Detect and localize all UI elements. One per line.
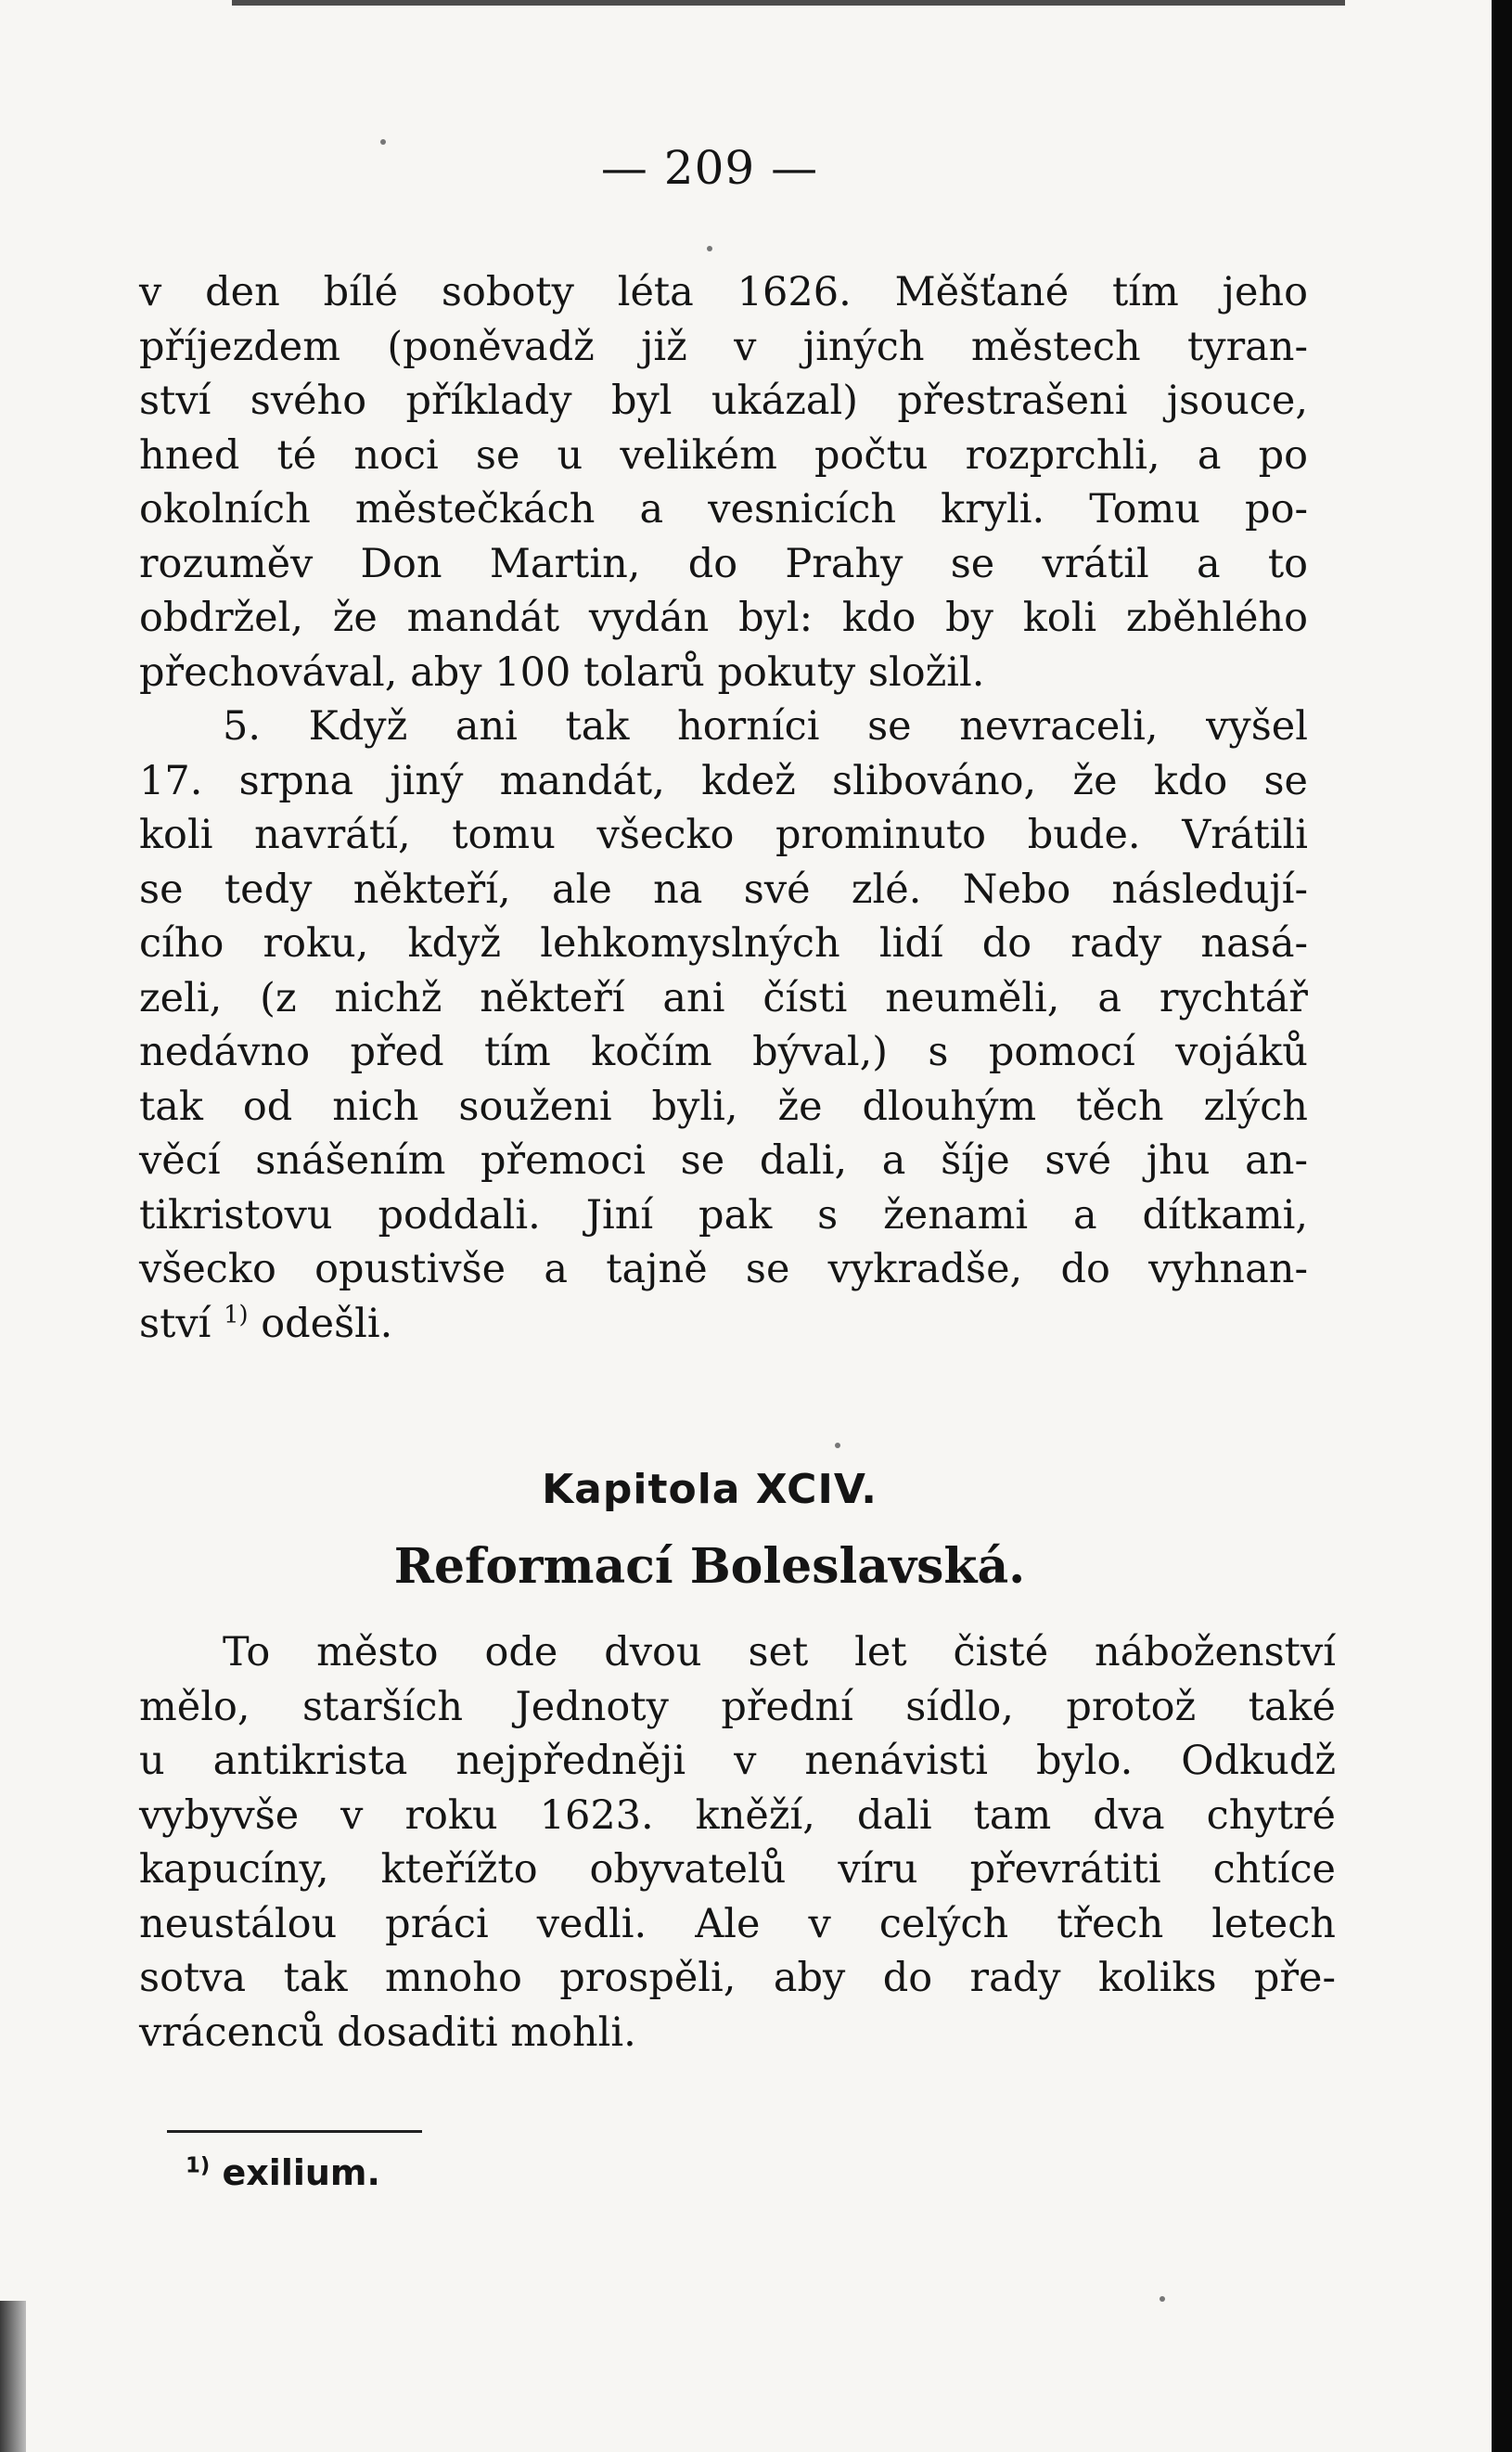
footnote-mark: 1): [186, 2153, 211, 2178]
scan-speck: [835, 1443, 840, 1448]
footnote-text: exilium.: [210, 2152, 380, 2193]
text-line: obdržel, že mandát vydán byl: kdo by koli zběhlého: [139, 595, 1308, 641]
text-line: se tedy někteří, ale na své zlé. Nebo následují-: [139, 866, 1308, 913]
scan-speck: [1160, 2296, 1165, 2302]
text-line: hned té noci se u velikém počtu rozprchli, a po: [139, 431, 1308, 479]
text-line: 5. Když ani tak horníci se nevraceli, vyšel: [223, 703, 1308, 750]
text-line: To město ode dvou set let čisté náboženství: [223, 1629, 1336, 1675]
scan-edge-right: [1492, 0, 1512, 2452]
text-line: cího roku, když lehkomyslných lidí do rady nasá-: [139, 920, 1308, 967]
paragraph-2: [139, 1625, 1336, 2060]
text-line: zeli, (z nichž někteří ani čísti neuměli, a rychtář: [139, 974, 1308, 1021]
text-line: ství svého příklady byl ukázal) přestrašeni jsouce,: [139, 378, 1308, 424]
chapter-label: Kapitola XCIV.: [542, 1466, 878, 1513]
text-fragment: odešli.: [248, 1300, 393, 1347]
text-line: mělo, starších Jednoty přední sídlo, protož také: [139, 1683, 1336, 1730]
scan-speck: [707, 246, 712, 251]
text-line-final: [139, 1297, 1308, 1352]
text-line: neustálou práci vedli. Ale v celých třech letech: [139, 1900, 1336, 1947]
text-line: 17. srpna jiný mandát, kdež slibováno, že kdo se: [139, 757, 1308, 804]
text-line: u antikrista nejpředněji v nenávisti bylo. Odkudž: [139, 1738, 1336, 1784]
text-line: nedávno před tím kočím býval,) s pomocí vojáků: [139, 1029, 1308, 1075]
text-line: všecko opustivše a tajně se vykradše, do vyhnan-: [139, 1246, 1308, 1292]
text-line: věcí snášením přemoci se dali, a šíje své jhu an-: [139, 1137, 1308, 1184]
text-line: příjezdem (poněvadž již v jiných městech tyran-: [139, 323, 1308, 370]
scan-edge-left: [0, 2301, 26, 2452]
text-line: přechovával, aby 100 tolarů pokuty složil.: [139, 648, 985, 696]
text-line: okolních městečkách a vesnicích kryli. Tomu po-: [139, 486, 1308, 533]
chapter-title: Reformací Boleslavská.: [393, 1538, 1026, 1595]
text-fragment: ství: [139, 1300, 224, 1347]
page-number: — 209 —: [600, 141, 819, 195]
text-line: vrácenců dosaditi mohli.: [139, 2009, 636, 2056]
text-line: rozuměv Don Martin, do Prahy se vrátil a to: [139, 540, 1308, 587]
text-line: tak od nich souženi byli, že dlouhým těch zlých: [139, 1083, 1308, 1130]
text-line: vybyvše v roku 1623. kněží, dali tam dva chytré: [139, 1791, 1336, 1839]
paragraph-1: [139, 265, 1308, 1351]
text-line: koli navrátí, tomu všecko prominuto bude. Vrátili: [139, 812, 1308, 858]
text-line: sotva tak mnoho prospěli, aby do rady koliks pře-: [139, 1955, 1336, 2001]
scan-speck: [380, 139, 386, 145]
text-line: kapucíny, kteřížto obyvatelů víru převrátiti chtíce: [139, 1846, 1336, 1893]
text-line: tikristovu poddali. Jiní pak s ženami a dítkami,: [139, 1191, 1308, 1239]
footnote: [186, 2152, 380, 2193]
text-line: v den bílé soboty léta 1626. Měšťané tím jeho: [139, 269, 1308, 315]
scan-edge-top: [232, 0, 1345, 6]
footnote-reference[interactable]: 1): [224, 1301, 249, 1329]
footnote-divider: [167, 2130, 422, 2133]
